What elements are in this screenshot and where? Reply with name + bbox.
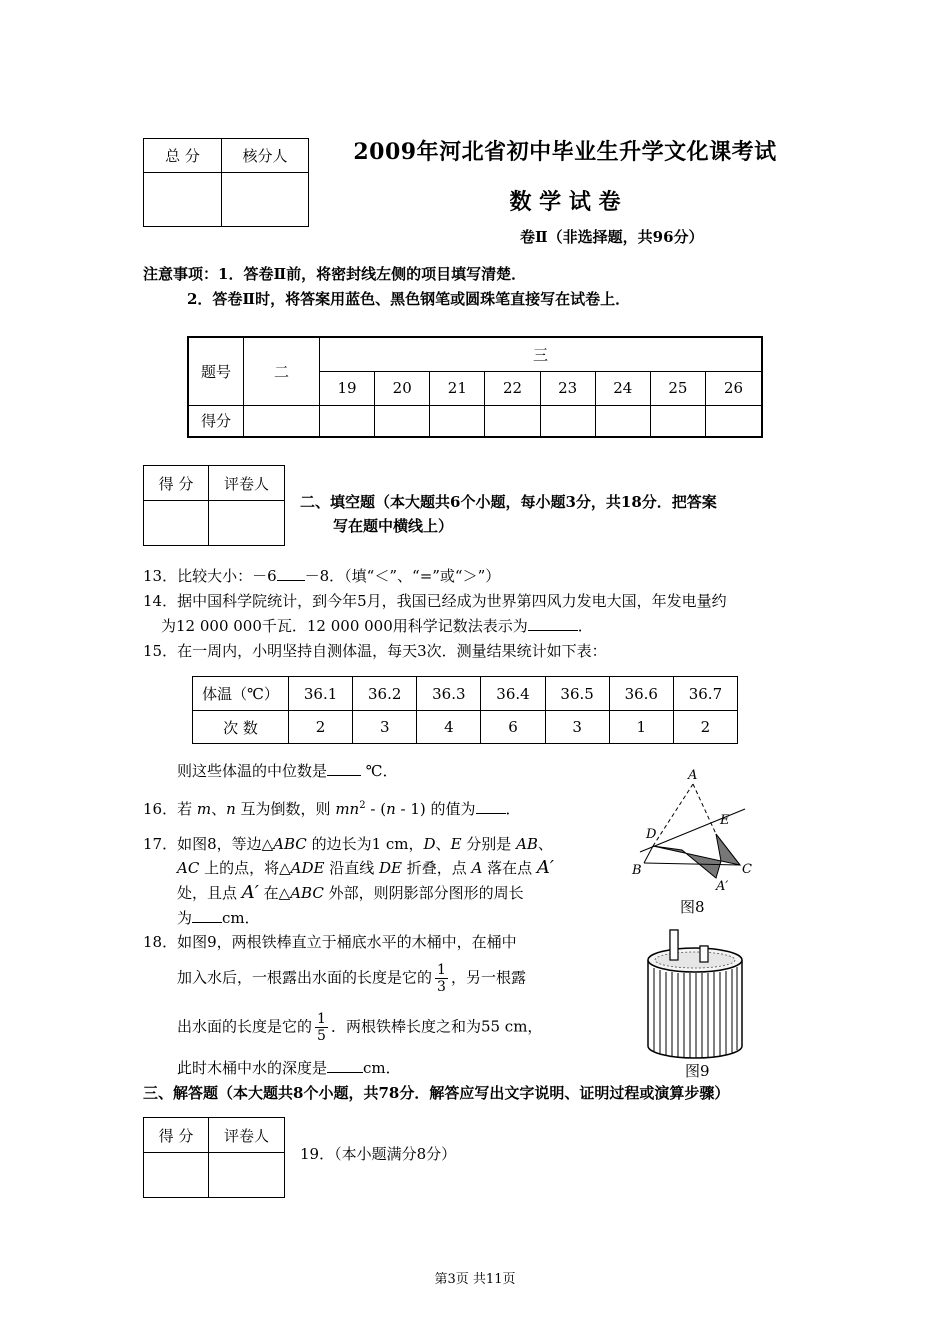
answer-blank-17[interactable] bbox=[192, 908, 222, 923]
answer-blank-15[interactable] bbox=[327, 761, 361, 776]
score-checker-cell[interactable] bbox=[222, 173, 309, 227]
figure-8-caption: 图8 bbox=[680, 898, 705, 916]
iron-rod-short-top bbox=[700, 946, 708, 962]
grader-cell[interactable] bbox=[209, 501, 285, 546]
grader-label: 评卷人 bbox=[209, 1118, 285, 1153]
question-number: 23 bbox=[540, 371, 595, 405]
question-15-line1: 15．在一周内，小明坚持自测体温，每天3次．测量结果统计如下表： bbox=[143, 642, 607, 660]
answer-blank-18[interactable] bbox=[327, 1058, 363, 1073]
temperature-value: 36.1 bbox=[289, 677, 353, 711]
label-c: C bbox=[742, 862, 752, 877]
question-number: 25 bbox=[650, 371, 705, 405]
label-a-prime: A′ bbox=[716, 879, 729, 894]
score-cell[interactable] bbox=[595, 405, 650, 437]
temperature-header: 体温（℃） bbox=[193, 677, 289, 711]
page-footer: 第3页 共11页 bbox=[434, 1272, 516, 1287]
score-label: 得 分 bbox=[144, 466, 209, 501]
question-number: 24 bbox=[595, 371, 650, 405]
question-18-line3: 出水面的长度是它的 $\frac{1}{5}$ ．两根铁棒长度之和为55 cm， bbox=[177, 1011, 543, 1044]
score-cell[interactable] bbox=[705, 405, 762, 437]
count-value: 1 bbox=[609, 711, 673, 744]
question-number: 20 bbox=[375, 371, 430, 405]
question-number: 22 bbox=[485, 371, 540, 405]
section2-heading-line2: 写在题中横线上） bbox=[333, 517, 454, 535]
figure-8 bbox=[620, 764, 760, 914]
answer-blank-13[interactable] bbox=[277, 566, 305, 581]
answer-blank-14[interactable] bbox=[528, 616, 578, 631]
score-cell[interactable] bbox=[144, 1153, 209, 1198]
segment-bc bbox=[644, 863, 740, 865]
score-label: 得 分 bbox=[144, 1118, 209, 1153]
volume-label: 卷Ⅱ（非选择题，共96分） bbox=[520, 228, 704, 246]
score-table bbox=[187, 336, 763, 438]
count-value: 3 bbox=[545, 711, 609, 744]
question-17-line1: 17．如图8，等边△ABC 的边长为1 cm，D、E 分别是 AB、 bbox=[143, 835, 553, 853]
label-a: A bbox=[688, 768, 698, 783]
segment-ab-dashed bbox=[653, 784, 693, 846]
fraction-one-fifth: $\frac{1}{5}$ bbox=[317, 1011, 326, 1044]
count-value: 6 bbox=[481, 711, 545, 744]
temperature-value: 36.5 bbox=[545, 677, 609, 711]
label-b: B bbox=[632, 863, 642, 878]
figure-9-caption: 图9 bbox=[685, 1062, 710, 1080]
total-score-box bbox=[143, 138, 309, 227]
question-14-line1: 14．据中国科学院统计，到今年5月，我国已经成为世界第四风力发电大国，年发电量约 bbox=[143, 592, 727, 610]
question-number: 26 bbox=[705, 371, 762, 405]
temperature-value: 36.2 bbox=[353, 677, 417, 711]
grader-cell[interactable] bbox=[209, 1153, 285, 1198]
iron-rod-tall-top bbox=[670, 930, 678, 960]
question-number: 19 bbox=[320, 371, 375, 405]
score-cell[interactable] bbox=[144, 501, 209, 546]
temperature-value: 36.6 bbox=[609, 677, 673, 711]
grader-label: 评卷人 bbox=[209, 466, 285, 501]
score-cell[interactable] bbox=[485, 405, 540, 437]
notice-line-2: 2．答卷Ⅱ时，将答案用蓝色、黑色钢笔或圆珠笔直接写在试卷上． bbox=[187, 290, 631, 308]
total-score-label: 总 分 bbox=[144, 139, 222, 173]
section-two-label: 二 bbox=[244, 337, 320, 405]
segment-ac-dashed bbox=[693, 784, 716, 834]
question-18-line1: 18．如图9，两根铁棒直立于桶底水平的木桶中，在桶中 bbox=[143, 933, 517, 951]
exam-subtitle: 数 学 试 卷 bbox=[509, 189, 621, 215]
question-13: 13．比较大小：－6 －8．（填“＜”、“=”或“＞”） bbox=[143, 567, 501, 585]
count-value: 2 bbox=[289, 711, 353, 744]
section2-heading-line1: 二、填空题（本大题共6个小题，每小题3分，共18分．把答案 bbox=[300, 493, 717, 511]
question-16: 16．若 m、n 互为倒数，则 $mn^2 - (n - 1)$ 的值为 ． bbox=[143, 800, 521, 818]
score-cell[interactable] bbox=[430, 405, 485, 437]
question-number-label: 题号 bbox=[188, 337, 244, 405]
score-cell[interactable] bbox=[650, 405, 705, 437]
count-value: 4 bbox=[417, 711, 481, 744]
temperature-value: 36.7 bbox=[673, 677, 737, 711]
temperature-table bbox=[192, 676, 738, 744]
question-17-line3: 处，且点 A′ 在△ABC 外部，则阴影部分图形的周长 bbox=[177, 882, 524, 903]
grader-box-section3 bbox=[143, 1117, 285, 1198]
shaded-region-left bbox=[653, 846, 721, 878]
score-cell[interactable] bbox=[540, 405, 595, 437]
total-score-cell[interactable] bbox=[144, 173, 222, 227]
question-number: 21 bbox=[430, 371, 485, 405]
section-three-label: 三 bbox=[320, 337, 763, 371]
figure-9 bbox=[640, 928, 750, 1063]
answer-blank-16[interactable] bbox=[476, 799, 506, 814]
count-value: 3 bbox=[353, 711, 417, 744]
question-18-line4: 此时木桶中水的深度是 cm． bbox=[177, 1059, 401, 1077]
water-surface bbox=[655, 952, 735, 968]
section3-heading: 三、解答题（本大题共8个小题，共78分．解答应写出文字说明、证明过程或演算步骤） bbox=[143, 1084, 730, 1102]
fraction-one-third: $\frac{1}{3}$ bbox=[437, 962, 446, 995]
label-d: D bbox=[646, 827, 657, 842]
temperature-value: 36.3 bbox=[417, 677, 481, 711]
question-15-after: 则这些体温的中位数是 ℃． bbox=[177, 762, 398, 780]
notice-line-1: 注意事项：1．答卷Ⅱ前，将密封线左侧的项目填写清楚． bbox=[143, 265, 527, 283]
score-cell[interactable] bbox=[244, 405, 320, 437]
question-14-line2: 为12 000 000千瓦．12 000 000用科学记数法表示为 ． bbox=[161, 617, 593, 635]
label-e: E bbox=[720, 813, 730, 828]
question-17-line2: AC 上的点，将△ADE 沿直线 DE 折叠，点 A 落在点 A′ bbox=[177, 857, 554, 878]
exam-title: 2009年河北省初中毕业生升学文化课考试 bbox=[353, 139, 777, 165]
barrel-body bbox=[648, 960, 742, 1058]
count-value: 2 bbox=[673, 711, 737, 744]
score-checker-label: 核分人 bbox=[222, 139, 309, 173]
question-18-line2: 加入水后，一根露出水面的长度是它的 $\frac{1}{3}$ ，另一根露 bbox=[177, 962, 526, 995]
score-row-label: 得分 bbox=[188, 405, 244, 437]
question-19: 19．（本小题满分8分） bbox=[300, 1145, 457, 1163]
temperature-value: 36.4 bbox=[481, 677, 545, 711]
count-header: 次 数 bbox=[193, 711, 289, 744]
grader-box-section2 bbox=[143, 465, 285, 546]
score-cell[interactable] bbox=[375, 405, 430, 437]
question-17-line4: 为 cm． bbox=[177, 909, 260, 927]
score-cell[interactable] bbox=[320, 405, 375, 437]
